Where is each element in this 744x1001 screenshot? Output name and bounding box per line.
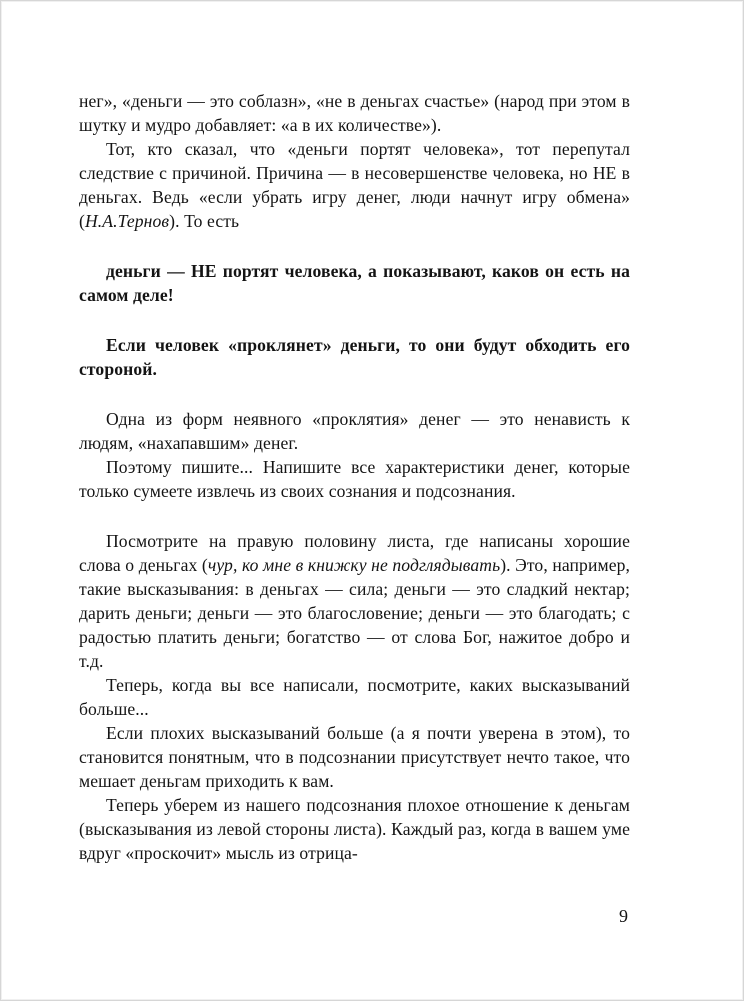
italic-text-run: Н.А.Тернов xyxy=(84,211,170,231)
paragraph xyxy=(79,137,630,233)
paragraph xyxy=(79,529,630,673)
paragraph xyxy=(79,407,630,455)
paragraph xyxy=(79,455,630,503)
text-run: нег», «деньги — это соблазн», «не в деньгах счастье» (народ при этом в шутку и мудро добавляет: «а в их количестве»). xyxy=(79,91,630,135)
text-run: Если человек «проклянет» деньги, то они будут обходить его стороной. xyxy=(79,335,630,379)
paragraph xyxy=(79,721,630,793)
text-run: Теперь, когда вы все написали, посмотрите, каких высказываний больше... xyxy=(79,675,630,719)
paragraph xyxy=(79,793,630,865)
page-text xyxy=(79,89,630,865)
text-run: Посмотрите на правую половину листа, где написаны хорошие слова о деньгах ( xyxy=(79,531,630,575)
text-run: ). То есть xyxy=(169,211,240,231)
text-run: деньги — НЕ портят человека, а показывают, каков он есть на самом деле! xyxy=(79,261,630,305)
text-run: Теперь уберем из нашего подсознания плохое отношение к деньгам (высказывания из левой стороны листа). Каждый раз, когда в вашем уме вдруг «проскочит» мысль из отрица- xyxy=(79,795,630,863)
paragraph xyxy=(79,333,630,381)
paragraph xyxy=(79,673,630,721)
text-run: Если плохих высказываний больше (а я почти уверена в этом), то становится понятным, что в подсознании присутствует нечто такое, что мешает деньгам приходить к вам. xyxy=(79,723,630,791)
text-run: Поэтому пишите... Напишите все характеристики денег, которые только сумеете извлечь из своих сознания и подсознания. xyxy=(79,457,630,501)
text-run: ). Это, например, такие высказывания: в деньгах — сила; деньги — это сладкий нектар; дарить деньги; деньги — это благословение; деньги — это благодать; с радостью платить деньги; богатство — от слова Бог, нажитое добро и т.д. xyxy=(79,555,630,671)
page-number: 9 xyxy=(619,906,628,926)
paragraph xyxy=(79,89,630,137)
text-run: Тот, кто сказал, что «деньги портят человека», тот перепутал следствие с причиной. Причина — в несовершенстве человека, но НЕ в деньгах. Ведь «если убрать игру денег, люди начнут игру обмена» ( xyxy=(79,139,630,231)
text-run: Одна из форм неявного «проклятия» денег — это ненависть к людям, «нахапавшим» денег. xyxy=(79,409,630,453)
paragraph xyxy=(79,259,630,307)
italic-text-run: чур, ко мне в книжку не подглядывать xyxy=(207,555,501,575)
